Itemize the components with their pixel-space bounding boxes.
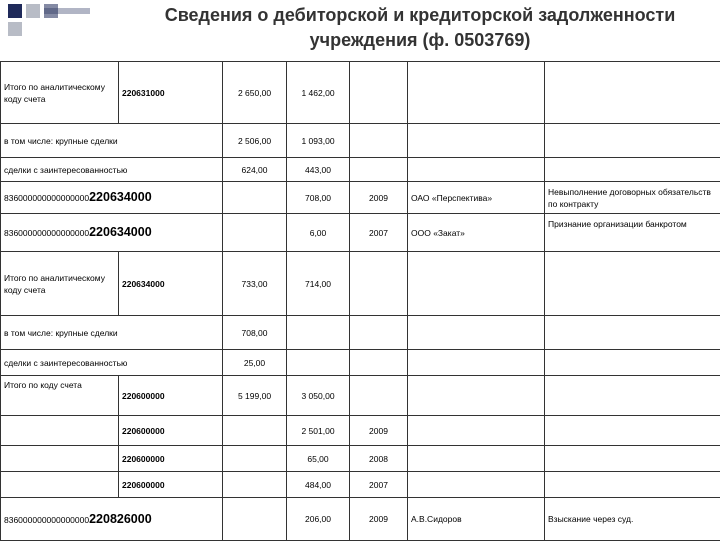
account-code: 220634000 [89, 190, 152, 204]
account-number [1, 498, 223, 541]
table-row [1, 376, 720, 416]
reason-cell [545, 124, 720, 158]
year-cell [350, 316, 408, 350]
account-code: 220634000 [89, 225, 152, 239]
row-label [1, 472, 119, 498]
amount-receivable [223, 182, 287, 214]
row-label: Итого по аналитическому коду счета [1, 62, 119, 124]
counterparty-cell: ООО «Закат» [408, 214, 545, 252]
table-row [1, 124, 720, 158]
account-code: 220600000 [119, 446, 223, 472]
title-line-1: Сведения о дебиторской и кредиторской задолженности [60, 3, 720, 28]
account-code: 220631000 [119, 62, 223, 124]
year-cell: 2009 [350, 498, 408, 541]
account-code: 220600000 [119, 416, 223, 446]
counterparty-cell: А.В.Сидоров [408, 498, 545, 541]
year-cell [350, 376, 408, 416]
counterparty-cell [408, 252, 545, 316]
amount-receivable: 733,00 [223, 252, 287, 316]
reason-cell [545, 316, 720, 350]
slide-header [0, 0, 720, 58]
row-label: Итого по аналитическому коду счета [1, 252, 119, 316]
amount-receivable: 624,00 [223, 158, 287, 182]
amount-payable: 1 462,00 [287, 62, 350, 124]
amount-payable: 708,00 [287, 182, 350, 214]
table-row [1, 158, 720, 182]
account-code: 220600000 [119, 376, 223, 416]
account-code: 220826000 [89, 512, 152, 526]
counterparty-cell [408, 376, 545, 416]
page-title [60, 3, 720, 53]
amount-receivable: 5 199,00 [223, 376, 287, 416]
counterparty-cell [408, 62, 545, 124]
amount-payable: 65,00 [287, 446, 350, 472]
table-row [1, 62, 720, 124]
reason-cell [545, 416, 720, 446]
counterparty-cell [408, 124, 545, 158]
reason-cell [545, 350, 720, 376]
amount-payable: 443,00 [287, 158, 350, 182]
reason-cell [545, 62, 720, 124]
year-cell [350, 158, 408, 182]
reason-cell [545, 446, 720, 472]
year-cell: 2009 [350, 182, 408, 214]
year-cell [350, 124, 408, 158]
table-row [1, 316, 720, 350]
amount-payable: 484,00 [287, 472, 350, 498]
amount-receivable: 25,00 [223, 350, 287, 376]
amount-receivable: 2 650,00 [223, 62, 287, 124]
table-row [1, 446, 720, 472]
table-row [1, 350, 720, 376]
row-label: в том числе: крупные сделки [1, 124, 223, 158]
table-row [1, 214, 720, 252]
reason-cell [545, 158, 720, 182]
amount-receivable: 708,00 [223, 316, 287, 350]
amount-payable [287, 316, 350, 350]
amount-payable: 2 501,00 [287, 416, 350, 446]
reason-cell: Взыскание через суд. [545, 498, 720, 541]
row-label: Итого по коду счета [1, 376, 119, 416]
year-cell [350, 350, 408, 376]
account-prefix: 836000000000000000 [4, 193, 89, 203]
counterparty-cell [408, 446, 545, 472]
amount-payable [287, 350, 350, 376]
amount-receivable [223, 446, 287, 472]
year-cell: 2008 [350, 446, 408, 472]
amount-payable: 1 093,00 [287, 124, 350, 158]
amount-receivable [223, 416, 287, 446]
amount-receivable [223, 472, 287, 498]
reason-cell [545, 252, 720, 316]
amount-payable: 714,00 [287, 252, 350, 316]
row-label: сделки с заинтересованностью [1, 350, 223, 376]
year-cell: 2007 [350, 214, 408, 252]
reason-cell [545, 376, 720, 416]
reason-cell: Невыполнение договорных обязательств по контракту [545, 182, 720, 214]
amount-receivable [223, 214, 287, 252]
counterparty-cell [408, 472, 545, 498]
counterparty-cell [408, 316, 545, 350]
row-label: сделки с заинтересованностью [1, 158, 223, 182]
amount-payable: 206,00 [287, 498, 350, 541]
year-cell: 2009 [350, 416, 408, 446]
amount-payable: 6,00 [287, 214, 350, 252]
year-cell: 2007 [350, 472, 408, 498]
amount-receivable: 2 506,00 [223, 124, 287, 158]
account-prefix: 836000000000000000 [4, 228, 89, 238]
account-prefix: 836000000000000000 [4, 515, 89, 525]
counterparty-cell: ОАО «Перспектива» [408, 182, 545, 214]
title-line-2: учреждения (ф. 0503769) [60, 28, 720, 53]
debt-table [0, 61, 720, 541]
row-label [1, 416, 119, 446]
account-number [1, 214, 223, 252]
row-label [1, 446, 119, 472]
amount-payable: 3 050,00 [287, 376, 350, 416]
counterparty-cell [408, 350, 545, 376]
table-row [1, 498, 720, 541]
account-number [1, 182, 223, 214]
account-code: 220634000 [119, 252, 223, 316]
year-cell [350, 252, 408, 316]
row-label: в том числе: крупные сделки [1, 316, 223, 350]
reason-cell [545, 472, 720, 498]
counterparty-cell [408, 158, 545, 182]
year-cell [350, 62, 408, 124]
table-row [1, 182, 720, 214]
table-row [1, 472, 720, 498]
account-code: 220600000 [119, 472, 223, 498]
reason-cell: Признание организации банкротом [545, 214, 720, 252]
counterparty-cell [408, 416, 545, 446]
amount-receivable [223, 498, 287, 541]
table-row [1, 416, 720, 446]
table-row [1, 252, 720, 316]
